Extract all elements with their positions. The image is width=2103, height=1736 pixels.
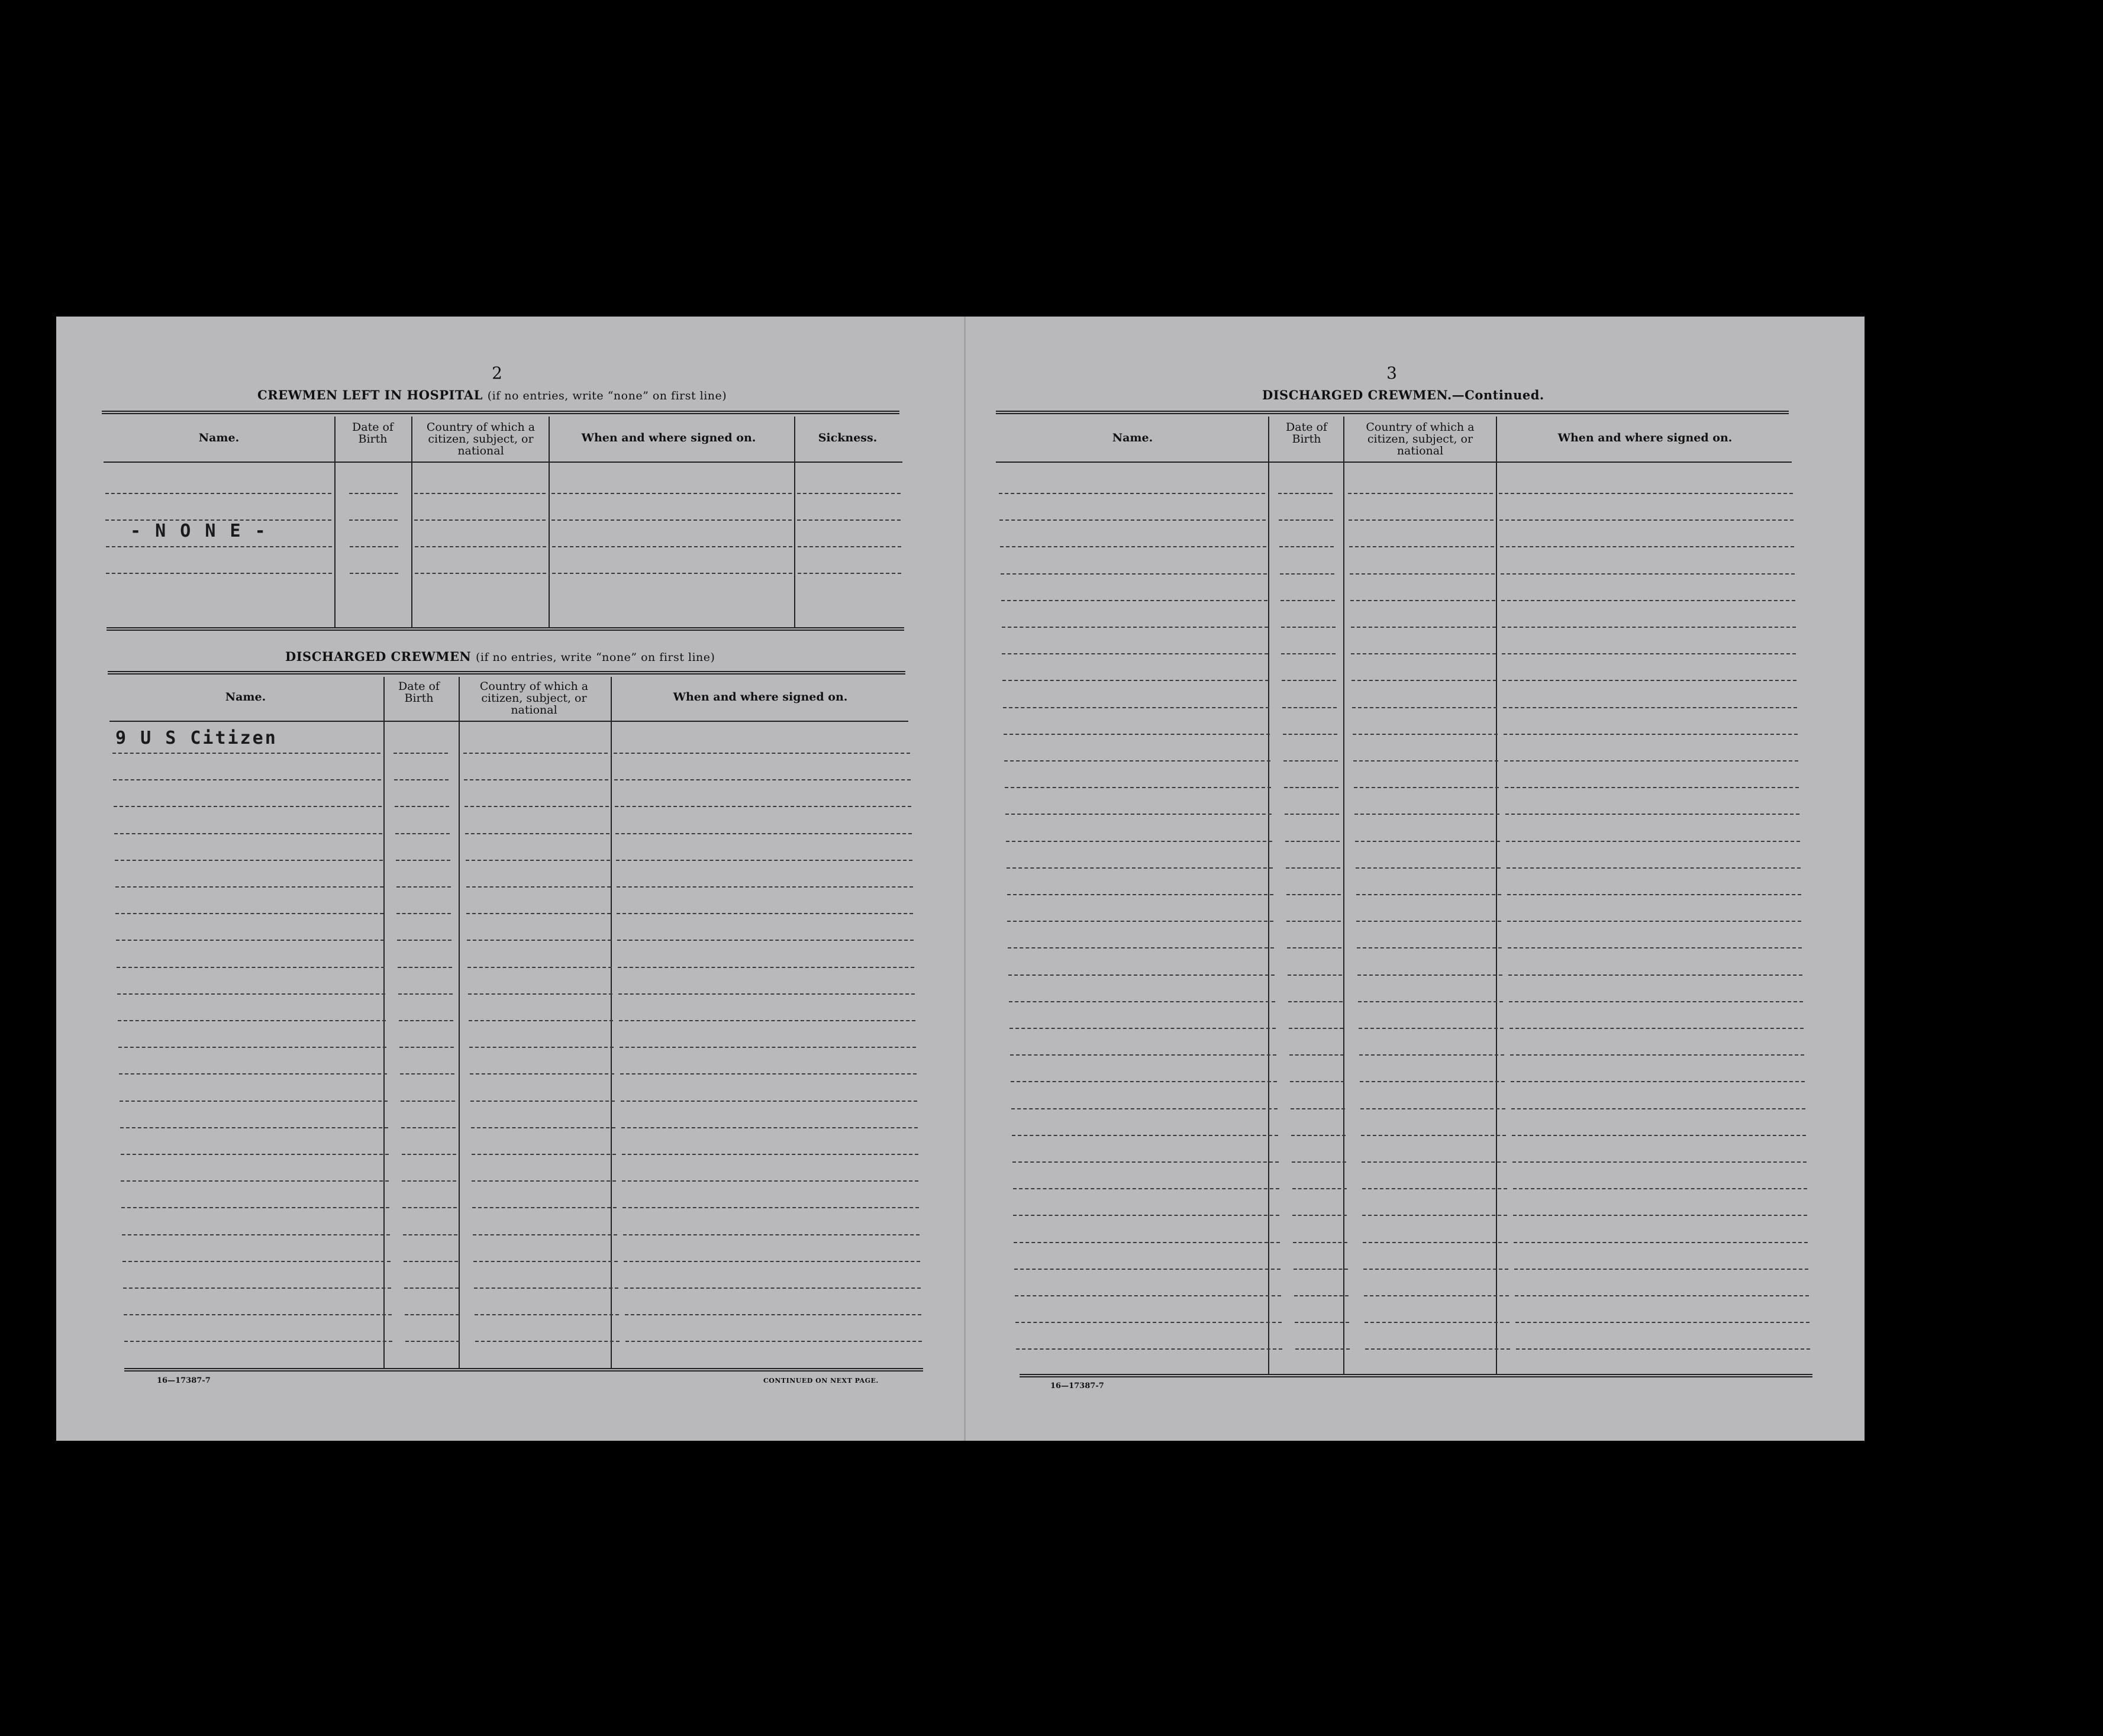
right-entry-line [1008, 947, 1274, 948]
right-page-number: 3 [1386, 363, 1397, 383]
discharged-entry-line [395, 806, 449, 807]
right-entry-line [1001, 573, 1267, 575]
right-entry-line [1507, 894, 1801, 895]
discharged-entry-line [121, 1207, 389, 1208]
discharged-entry-line [396, 913, 451, 914]
discharged-entry-line [466, 886, 611, 888]
right-entry-line [1286, 894, 1341, 895]
discharged-entry-line [119, 1073, 387, 1074]
discharged-entry-line [399, 1047, 454, 1048]
right-entry-line [1516, 1348, 1810, 1350]
discharged-entry-us-citizen: 9 U S Citizen [115, 728, 278, 748]
right-entry-line [1361, 1135, 1506, 1136]
right-entry-line [1007, 921, 1273, 922]
right-entry-line [1289, 1028, 1343, 1029]
right-entry-line [1001, 600, 1267, 601]
discharged-entry-line [614, 779, 911, 780]
discharged-entry-line [618, 993, 915, 995]
right-entry-line [1356, 867, 1501, 869]
hospital-entry-line [349, 519, 398, 521]
discharged-entry-line [112, 753, 380, 754]
right-bottom-rule [1020, 1374, 1812, 1377]
discharged-header-rule [109, 721, 908, 722]
discharged-entry-line [122, 1234, 390, 1235]
hospital-entry-line [552, 546, 792, 547]
right-col-name: Name. [1112, 431, 1153, 444]
discharged-entry-line [401, 1127, 456, 1128]
hospital-entry-none: - N O N E - [130, 521, 267, 541]
discharged-entry-line [395, 833, 450, 834]
discharged-entry-line [124, 1314, 392, 1315]
right-entry-line [1360, 1108, 1505, 1109]
hospital-entry-line [106, 546, 332, 547]
right-entry-line [1289, 1054, 1344, 1056]
discharged-entry-line [397, 940, 451, 941]
hospital-title: CREWMEN LEFT IN HOSPITAL [257, 388, 483, 402]
discharged-entry-line [114, 806, 382, 807]
hospital-bottom-rule [107, 627, 904, 631]
discharged-entry-line [121, 1154, 389, 1155]
right-entry-line [1290, 1081, 1344, 1082]
right-entry-line [1514, 1242, 1808, 1243]
right-entry-line [1002, 680, 1269, 681]
right-entry-line [1510, 1054, 1804, 1056]
discharged-entry-line [116, 940, 384, 941]
right-entry-line [1352, 707, 1497, 708]
discharged-entry-line [403, 1234, 457, 1235]
discharged-col-country: Country of which a citizen, subject, or national [479, 680, 589, 717]
hospital-entry-line [551, 493, 792, 494]
right-entry-line [1012, 1135, 1278, 1136]
right-divider-1 [1268, 417, 1269, 1375]
right-entry-line [1357, 947, 1502, 948]
discharged-entry-line [472, 1154, 616, 1155]
right-entry-line [1282, 707, 1337, 708]
hospital-entry-line [551, 519, 792, 521]
right-entry-line [1356, 894, 1501, 895]
hospital-top-rule [102, 411, 899, 414]
right-entry-line [1348, 493, 1493, 494]
hospital-divider-2 [411, 417, 412, 628]
right-entry-line [1504, 760, 1798, 761]
right-entry-line [1005, 814, 1272, 815]
right-entry-line [1280, 573, 1334, 575]
right-entry-line [1356, 921, 1501, 922]
right-entry-line [1362, 1161, 1507, 1163]
right-entry-line [1365, 1322, 1509, 1323]
right-entry-line [1004, 734, 1270, 735]
hospital-col-country: Country of which a citizen, subject, or national [426, 421, 536, 457]
discharged-entry-line [470, 1101, 615, 1102]
right-col-dob: Date of Birth [1286, 421, 1327, 446]
discharged-entry-line [405, 1314, 459, 1315]
hospital-entry-line [798, 573, 901, 574]
right-entry-line [1511, 1081, 1805, 1082]
discharged-entry-line [617, 886, 913, 888]
discharged-section-title [285, 649, 715, 664]
right-entry-line [1012, 1161, 1279, 1163]
right-entry-line [1291, 1108, 1345, 1109]
right-entry-line [1354, 814, 1499, 815]
discharged-col-dob: Date of Birth [398, 680, 440, 705]
right-entry-line [1283, 760, 1338, 761]
discharged-entry-line [618, 967, 914, 968]
discharged-bottom-rule [124, 1368, 923, 1372]
discharged-entry-line [468, 993, 612, 995]
right-entry-line [1504, 734, 1798, 735]
discharged-entry-line [622, 1207, 919, 1208]
right-entry-line [1354, 787, 1499, 788]
right-entry-line [1362, 1188, 1507, 1189]
discharged-entry-line [398, 967, 452, 968]
discharged-entry-line [617, 913, 913, 914]
right-entry-line [1000, 546, 1266, 547]
right-entry-line [1508, 975, 1802, 976]
discharged-entry-line [115, 860, 383, 861]
discharged-entry-line [464, 779, 608, 780]
discharged-entry-line [402, 1180, 456, 1182]
right-entry-line [1007, 867, 1273, 869]
right-entry-line [1011, 1081, 1277, 1082]
right-entry-line [1294, 1295, 1349, 1296]
right-entry-line [1505, 787, 1799, 788]
hospital-section-title [257, 388, 727, 402]
right-entry-line [1003, 707, 1269, 708]
right-entry-line [1009, 1001, 1275, 1002]
right-entry-line [1285, 814, 1339, 815]
right-entry-line [1511, 1108, 1805, 1109]
right-divider-2 [1343, 417, 1344, 1375]
discharged-entry-line [113, 779, 381, 780]
right-entry-line [1499, 519, 1794, 521]
hospital-col-sickness: Sickness. [818, 431, 878, 444]
right-entry-line [1292, 1215, 1347, 1216]
discharged-entry-line [467, 940, 611, 941]
discharged-entry-line [115, 886, 383, 888]
discharged-entry-line [401, 1101, 455, 1102]
right-entry-line [1501, 600, 1795, 601]
right-entry-line [1507, 867, 1801, 869]
right-entry-line [1353, 734, 1498, 735]
discharged-entry-line [400, 1073, 454, 1074]
right-entry-line [1292, 1161, 1346, 1163]
right-entry-line [1359, 1028, 1504, 1029]
discharged-entry-line [619, 1020, 915, 1021]
discharged-entry-line [472, 1180, 616, 1182]
right-page [965, 317, 1865, 1441]
discharged-entry-line [115, 913, 383, 914]
hospital-divider-1 [334, 417, 336, 628]
right-entry-line [1284, 787, 1338, 788]
discharged-entry-line [615, 806, 911, 807]
hospital-entry-line [414, 519, 546, 521]
discharged-entry-line [625, 1341, 922, 1342]
right-entry-line [1016, 1348, 1282, 1350]
right-entry-line [1013, 1188, 1279, 1189]
right-entry-line [1293, 1242, 1347, 1243]
discharged-entry-line [398, 993, 453, 995]
hospital-header-rule [104, 462, 902, 463]
right-divider-3 [1496, 417, 1497, 1375]
right-entry-line [1350, 573, 1495, 575]
discharged-entry-line [616, 860, 912, 861]
discharged-entry-line [120, 1101, 388, 1102]
right-entry-line [1011, 1108, 1278, 1109]
right-entry-line [1499, 493, 1793, 494]
right-entry-line [999, 493, 1265, 494]
right-entry-line [1015, 1322, 1282, 1323]
right-entry-line [1349, 546, 1494, 547]
right-entry-line [1281, 653, 1336, 654]
right-entry-line [1006, 841, 1272, 842]
discharged-entry-line [466, 913, 611, 914]
continued-note: CONTINUED ON NEXT PAGE. [763, 1377, 879, 1385]
right-entry-line [1295, 1322, 1349, 1323]
right-col-signed-on: When and where signed on. [1557, 431, 1733, 444]
discharged-entry-line [404, 1261, 458, 1262]
hospital-entry-line [414, 493, 546, 494]
right-entry-line [1295, 1348, 1350, 1350]
discharged-entry-line [622, 1154, 918, 1155]
right-entry-line [1015, 1295, 1281, 1296]
discharged-entry-line [475, 1314, 619, 1315]
right-entry-line [1502, 653, 1796, 654]
right-entry-line [1287, 947, 1341, 948]
discharged-divider-3 [611, 677, 612, 1369]
discharged-entry-line [405, 1341, 460, 1342]
right-entry-line [1515, 1322, 1810, 1323]
right-entry-line [1349, 519, 1494, 521]
right-entry-line [1014, 1269, 1280, 1270]
right-entry-line [1007, 894, 1273, 895]
right-entry-line [1358, 1001, 1503, 1002]
discharged-entry-line [620, 1047, 916, 1048]
discharged-entry-line [624, 1288, 921, 1289]
right-entry-line [1288, 1001, 1343, 1002]
right-entry-line [1502, 680, 1796, 681]
discharged-entry-line [617, 940, 914, 941]
right-entry-line [1357, 975, 1502, 976]
right-entry-line [1505, 814, 1799, 815]
hospital-entry-line [106, 573, 332, 574]
discharged-instruction: (if no entries, write “none” on first line) [475, 651, 715, 664]
right-entry-line [1509, 1001, 1803, 1002]
right-entry-line [1010, 1054, 1276, 1056]
right-entry-line [1009, 1028, 1276, 1029]
hospital-divider-4 [794, 417, 795, 628]
right-entry-line [1280, 600, 1335, 601]
right-entry-line [1363, 1242, 1508, 1243]
right-entry-line [1291, 1135, 1346, 1136]
right-entry-line [1360, 1081, 1505, 1082]
discharged-entry-line [399, 1020, 453, 1021]
hospital-entry-line [415, 546, 546, 547]
right-entry-line [1282, 680, 1336, 681]
right-entry-line [1513, 1215, 1807, 1216]
right-entry-line [1350, 600, 1495, 601]
discharged-entry-line [471, 1127, 615, 1128]
hospital-entry-line [105, 519, 331, 521]
discharged-entry-line [396, 886, 451, 888]
discharged-entry-line [396, 860, 450, 861]
discharged-entry-line [394, 779, 449, 780]
right-entry-line [1509, 1028, 1804, 1029]
right-form-number: 16—17387-7 [1050, 1382, 1104, 1390]
discharged-entry-line [463, 753, 608, 754]
discharged-entry-line [475, 1341, 620, 1342]
discharged-top-rule [108, 671, 905, 675]
discharged-entry-line [473, 1261, 618, 1262]
hospital-divider-3 [549, 417, 550, 628]
discharged-divider-2 [459, 677, 460, 1369]
right-section-title: DISCHARGED CREWMEN.—Continued. [1262, 388, 1544, 402]
right-entry-line [1355, 841, 1500, 842]
hospital-col-signed-on: When and where signed on. [581, 431, 756, 444]
discharged-entry-line [124, 1341, 392, 1342]
left-page-number: 2 [492, 363, 502, 383]
discharged-entry-line [123, 1288, 391, 1289]
discharged-entry-line [122, 1261, 391, 1262]
right-entry-line [1283, 734, 1337, 735]
discharged-entry-line [121, 1180, 389, 1182]
right-entry-line [1285, 841, 1340, 842]
right-entry-line [1351, 627, 1496, 628]
right-entry-line [1512, 1135, 1806, 1136]
right-entry-line [1292, 1188, 1347, 1189]
right-entry-line [1508, 947, 1802, 948]
hospital-entry-line [349, 493, 398, 494]
discharged-entry-line [465, 833, 609, 834]
discharged-entry-line [470, 1073, 614, 1074]
right-entry-line [1002, 653, 1268, 654]
hospital-entry-line [552, 573, 792, 574]
right-entry-line [1352, 680, 1496, 681]
discharged-title: DISCHARGED CREWMEN [285, 649, 472, 664]
discharged-entry-line [472, 1207, 617, 1208]
discharged-entry-line [114, 833, 382, 834]
right-entry-line [1502, 627, 1796, 628]
hospital-instruction: (if no entries, write “none” on first line) [487, 389, 727, 402]
discharged-entry-line [118, 1020, 386, 1021]
discharged-entry-line [402, 1154, 456, 1155]
hospital-entry-line [797, 519, 901, 521]
right-entry-line [1501, 573, 1795, 575]
right-col-country: Country of which a citizen, subject, or national [1366, 421, 1475, 457]
right-entry-line [1281, 627, 1336, 628]
discharged-entry-line [469, 1047, 614, 1048]
hospital-entry-line [350, 573, 398, 574]
hospital-entry-line [415, 573, 546, 574]
right-entry-line [1515, 1295, 1809, 1296]
right-entry-line [1002, 627, 1268, 628]
discharged-entry-line [622, 1180, 918, 1182]
discharged-entry-line [465, 806, 609, 807]
right-top-rule [996, 411, 1789, 414]
page-fold [964, 317, 966, 1441]
right-entry-line [1506, 841, 1800, 842]
discharged-entry-line [469, 1020, 613, 1021]
right-entry-line [1364, 1295, 1509, 1296]
right-entry-line [1359, 1054, 1504, 1056]
discharged-entry-line [393, 753, 448, 754]
hospital-entry-line [798, 546, 901, 547]
discharged-entry-line [404, 1288, 459, 1289]
discharged-entry-line [621, 1127, 918, 1128]
right-entry-line [1004, 760, 1270, 761]
right-header-rule [996, 462, 1792, 463]
discharged-entry-line [620, 1073, 917, 1074]
right-entry-line [1351, 653, 1496, 654]
discharged-divider-1 [383, 677, 385, 1369]
hospital-entry-line [105, 493, 331, 494]
discharged-entry-line [118, 1047, 386, 1048]
hospital-entry-line [350, 546, 398, 547]
discharged-entry-line [614, 753, 910, 754]
right-entry-line [999, 519, 1266, 521]
right-entry-line [1512, 1161, 1807, 1163]
discharged-entry-line [625, 1314, 921, 1315]
discharged-entry-line [117, 967, 385, 968]
right-entry-line [1279, 519, 1333, 521]
right-entry-line [1278, 493, 1333, 494]
right-entry-line [1286, 921, 1341, 922]
right-entry-line [1005, 787, 1271, 788]
discharged-entry-line [473, 1234, 617, 1235]
right-entry-line [1362, 1215, 1507, 1216]
right-entry-line [1288, 975, 1342, 976]
right-entry-line [1014, 1242, 1280, 1243]
discharged-entry-line [467, 967, 612, 968]
right-entry-line [1503, 707, 1797, 708]
discharged-entry-line [624, 1261, 920, 1262]
discharged-entry-line [621, 1101, 917, 1102]
left-page [56, 317, 965, 1441]
right-entry-line [1363, 1269, 1508, 1270]
right-entry-line [1365, 1348, 1510, 1350]
right-entry-line [1279, 546, 1334, 547]
right-entry-line [1286, 867, 1340, 869]
discharged-entry-line [466, 860, 610, 861]
discharged-entry-line [402, 1207, 457, 1208]
hospital-col-name: Name. [198, 431, 240, 444]
right-entry-line [1514, 1269, 1808, 1270]
left-form-number: 16—17387-7 [157, 1376, 211, 1385]
discharged-entry-line [120, 1127, 388, 1128]
discharged-col-name: Name. [225, 690, 266, 704]
hospital-col-dob: Date of Birth [352, 421, 393, 446]
right-entry-line [1507, 921, 1801, 922]
discharged-entry-line [117, 993, 385, 995]
right-entry-line [1513, 1188, 1807, 1189]
hospital-entry-line [797, 493, 901, 494]
right-entry-line [1008, 975, 1275, 976]
right-entry-line [1294, 1269, 1348, 1270]
discharged-col-signed-on: When and where signed on. [673, 690, 848, 704]
right-entry-line [1353, 760, 1498, 761]
right-entry-line [1500, 546, 1794, 547]
right-entry-line [1013, 1215, 1279, 1216]
discharged-entry-line [615, 833, 912, 834]
discharged-entry-line [623, 1234, 920, 1235]
discharged-entry-line [474, 1288, 618, 1289]
